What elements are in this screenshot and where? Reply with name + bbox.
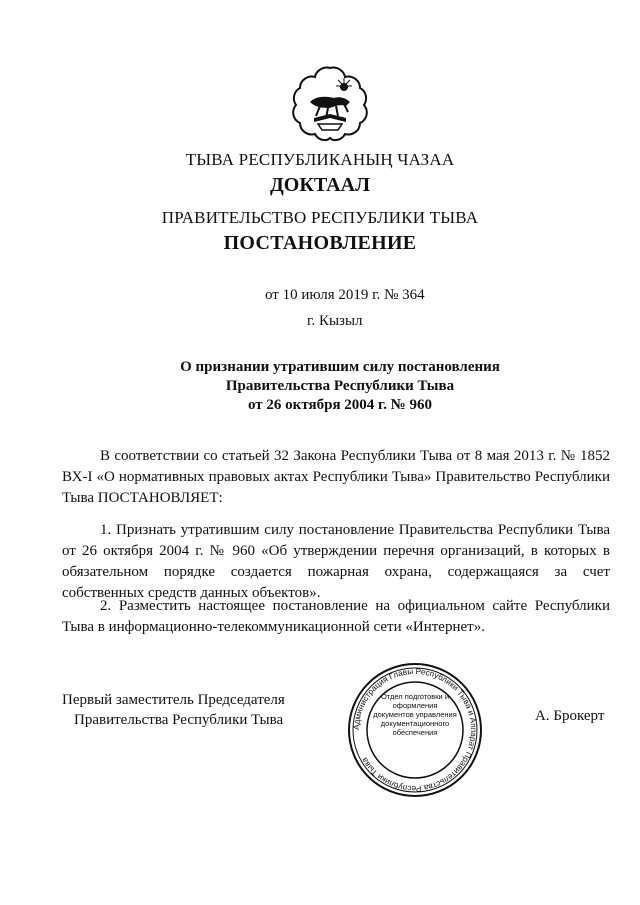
tuva-emblem-icon xyxy=(290,62,370,142)
stamp-ring-text: Администрация Главы Республики Тыва и Аппарат Правительства Республики Тыва xyxy=(351,666,479,794)
doc-type: ПОСТАНОВЛЕНИЕ xyxy=(223,232,417,254)
item-1-text: 1. Признать утратившим силу постановление Правительства Республики Тыва от 26 октября 2004 г. № 960 «Об утверждении перечня организаций, в которых в обязательном порядке создается пожарная охрана, содержащаяся за счет собственных средств данных объектов». xyxy=(62,522,610,601)
item-2-paragraph xyxy=(62,596,610,638)
city: г. Кызыл xyxy=(307,313,363,329)
title-line-3: от 26 октября 2004 г. № 960 xyxy=(248,397,432,413)
date-number: от 10 июля 2019 г. № 364 xyxy=(265,287,425,303)
signer-name: А. Брокерт xyxy=(535,708,605,724)
signer-position-line-1: Первый заместитель Председателя xyxy=(62,692,285,708)
preamble-text: В соответствии со статьей 32 Закона Республики Тыва от 8 мая 2013 г. № 1852 ВХ-I «О нормативных правовых актах Республики Тыва» Правительство Республики Тыва ПОСТАНОВЛЯЕТ: xyxy=(62,448,610,506)
header-government-line: ПРАВИТЕЛЬСТВО РЕСПУБЛИКИ ТЫВА xyxy=(161,208,479,227)
document-title xyxy=(0,358,640,415)
header-tyva-line: ТЫВА РЕСПУБЛИКАНЫҢ ЧАЗАА xyxy=(185,150,455,169)
stamp-center-text: Отдел подготовки и оформления документов управления документационного обеспечения xyxy=(373,692,457,737)
title-line-2: Правительства Республики Тыва xyxy=(225,378,455,394)
item-1-paragraph xyxy=(62,520,610,604)
signer-position-line-2: Правительства Республики Тыва xyxy=(74,712,284,728)
official-stamp xyxy=(345,660,485,800)
item-2-text: 2. Разместить настоящее постановление на официальном сайте Республики Тыва в информационно-телекоммуникационной сети «Интернет». xyxy=(62,598,610,635)
signer-position xyxy=(62,690,285,730)
title-line-1: О признании утратившим силу постановления xyxy=(180,359,500,375)
preamble-paragraph xyxy=(62,446,610,509)
doc-type-tyva: ДОКТААЛ xyxy=(270,174,370,196)
